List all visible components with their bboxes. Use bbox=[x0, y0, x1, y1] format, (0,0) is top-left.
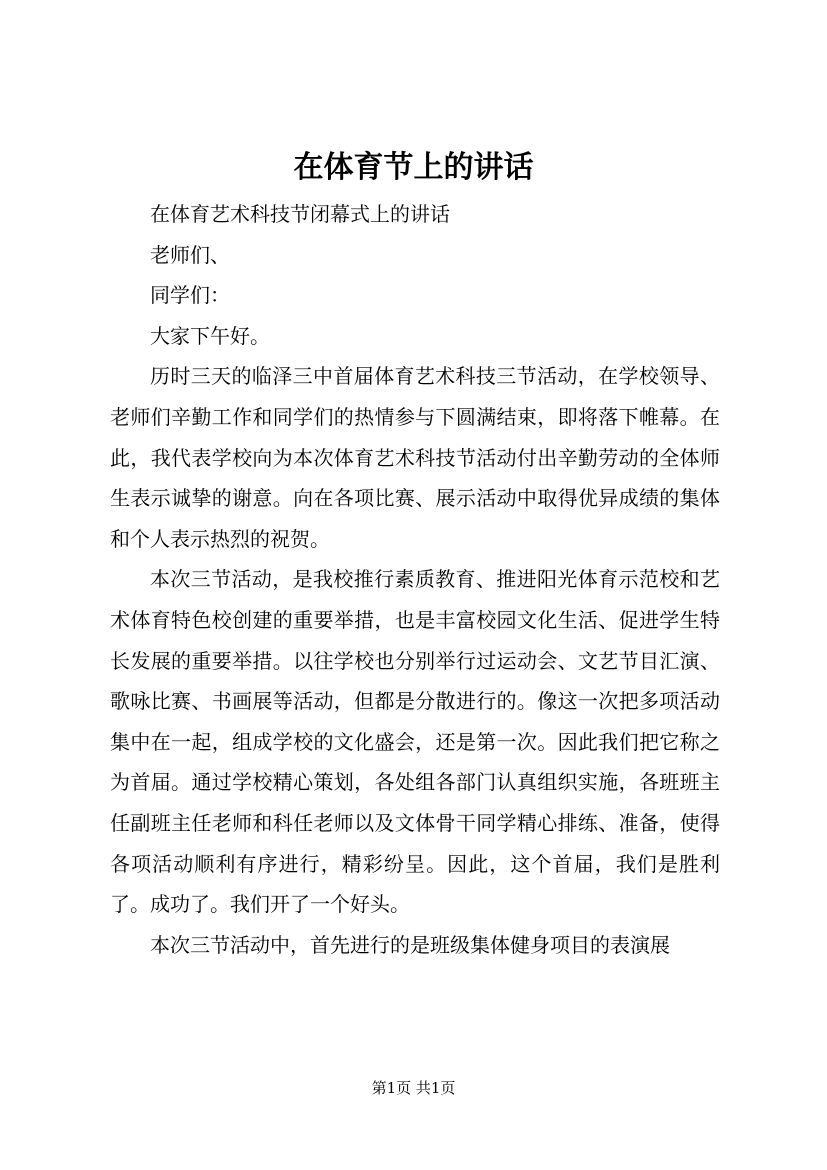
paragraph-body-3: 本次三节活动中，首先进行的是班级集体健身项目的表演展 bbox=[150, 932, 670, 957]
page-number-footer: 第1页 共1页 bbox=[371, 1079, 456, 1097]
paragraph-salutation-teachers: 老师们、 bbox=[150, 242, 230, 267]
document-body bbox=[110, 194, 720, 965]
paragraph-salutation-students: 同学们： bbox=[150, 283, 230, 308]
document-title: 在体育节上的讲话 bbox=[293, 150, 534, 185]
paragraph-greeting: 大家下午好。 bbox=[150, 323, 270, 348]
paragraph-subtitle: 在体育艺术科技节闭幕式上的讲话 bbox=[150, 202, 450, 226]
paragraph-body-1: 历时三天的临泽三中首届体育艺术科技三节活动，在学校领导、老师们辛勤工作和同学们的热情参与下圆满结束，即将落下帷幕。在此，我代表学校向为本次体育艺术科技节活动付出辛勤劳动的全体师生表示诚挚的谢意。向在各项比赛、展示活动中取得优异成绩的集体和个人表示热烈的祝贺。 bbox=[110, 364, 720, 551]
paragraph-body-2: 本次三节活动，是我校推行素质教育、推进阳光体育示范校和艺术体育特色校创建的重要举措，也是丰富校园文化生活、促进学生特长发展的重要举措。以往学校也分别举行过运动会、文艺节目汇演、歌咏比赛、书画展等活动，但都是分散进行的。像这一次把多项活动集中在一起，组成学校的文化盛会，还是第一次。因此我们把它称之为首届。通过学校精心策划，各处组各部门认真组织实施，各班班主任副班主任老师和科任老师以及文体骨干同学精心排练、准备，使得各项活动顺利有序进行，精彩纷呈。因此，这个首届，我们是胜利了。成功了。我们开了一个好头。 bbox=[110, 567, 720, 917]
